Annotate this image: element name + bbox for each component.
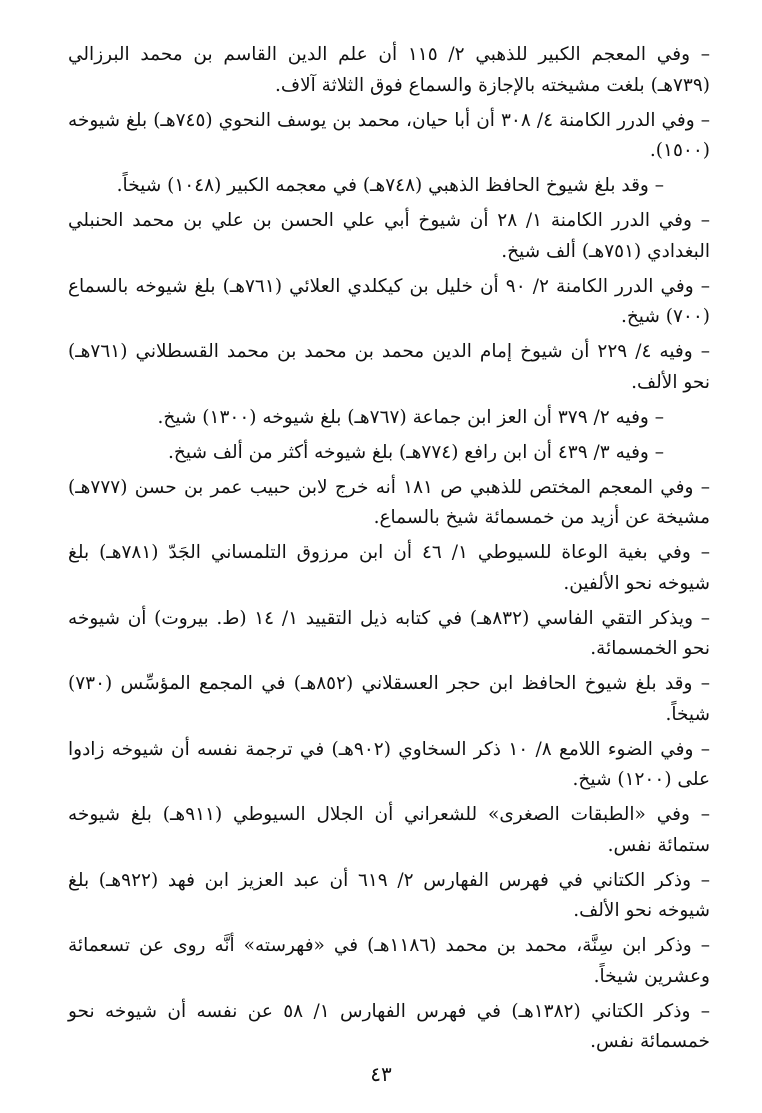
- paragraph: – وفي بغية الوعاة للسيوطي ١/ ٤٦ أن ابن مرزوق التلمساني الجَدّ (٧٨١هـ) بلغ شيوخه نحو الألفين.: [68, 542, 710, 594]
- paragraph: – وفي «الطبقات الصغرى» للشعراني أن الجلال السيوطي (٩١١هـ) بلغ شيوخه ستمائة نفس.: [68, 804, 710, 856]
- paragraph: – وقد بلغ شيوخ الحافظ الذهبي (٧٤٨هـ) في معجمه الكبير (١٠٤٨) شيخاً.: [116, 175, 664, 196]
- paragraph: – وفي الدرر الكامنة ٤/ ٣٠٨ أن أبا حيان، محمد بن يوسف النحوي (٧٤٥هـ) بلغ شيوخه (١٥٠٠).: [68, 109, 710, 161]
- paragraph: – وقد بلغ شيوخ الحافظ ابن حجر العسقلاني (٨٥٢هـ) في المجمع المؤسِّس (٧٣٠) شيخاً.: [68, 673, 711, 725]
- paragraph: – وفيه ٢/ ٣٧٩ أن العز ابن جماعة (٧٦٧هـ) بلغ شيوخه (١٣٠٠) شيخ.: [157, 406, 664, 428]
- paragraph: – وفيه ٤/ ٢٢٩ أن شيوخ إمام الدين محمد بن محمد بن محمد القسطلاني (٧٦١هـ) نحو الألف.: [68, 341, 710, 393]
- paragraph: – وفي المعجم الكبير للذهبي ٢/ ١١٥ أن علم الدين القاسم بن محمد البرزالي (٧٣٩هـ) بلغت مشيخته بالإجازة والسماع فوق الثلاثة آلاف.: [68, 44, 710, 96]
- page-body: [68, 40, 710, 1062]
- page-number: ٤٣: [370, 1062, 392, 1086]
- paragraph: – وذكر الكتاني (١٣٨٢هـ) في فهرس الفهارس ١/ ٥٨ عن نفسه أن شيوخه نحو خمسمائة نفس.: [68, 1000, 711, 1052]
- paragraph: – وفي المعجم المختص للذهبي ص ١٨١ أنه خرج لابن حبيب عمر بن حسن (٧٧٧هـ) مشيخة عن أزيد من خمسمائة شيخ بالسماع.: [68, 476, 710, 528]
- paragraph: – وفي الدرر الكامنة ٢/ ٩٠ أن خليل بن كيكلدي العلائي (٧٦١هـ) بلغ شيوخه بالسماع (٧٠٠) شيخ.: [68, 275, 710, 327]
- paragraph: – وفي الدرر الكامنة ١/ ٢٨ أن شيوخ أبي علي الحسن بن علي بن محمد الحنبلي البغدادي (٧٥١هـ) ألف شيخ.: [68, 210, 710, 262]
- paragraph: – وفيه ٣/ ٤٣٩ أن ابن رافع (٧٧٤هـ) بلغ شيوخه أكثر من ألف شيخ.: [168, 441, 664, 463]
- paragraph: – وذكر ابن سِنَّة، محمد بن محمد (١١٨٦هـ) في «فهرسته» أنَّه روى عن تسعمائة وعشرين شيخاً.: [68, 935, 710, 987]
- paragraph: – ويذكر التقي الفاسي (٨٣٢هـ) في كتابه ذيل التقييد ١/ ١٤ (ط. بيروت) أن شيوخه نحو الخمسمائة.: [68, 607, 710, 659]
- paragraph: – وذكر الكتاني في فهرس الفهارس ٢/ ٦١٩ أن عبد العزيز ابن فهد (٩٢٢هـ) بلغ شيوخه نحو الألف.: [68, 869, 710, 921]
- paragraph: – وفي الضوء اللامع ٨/ ١٠ ذكر السخاوي (٩٠٢هـ) في ترجمة نفسه أن شيوخه زادوا على (١٢٠٠) شيخ.: [68, 738, 710, 790]
